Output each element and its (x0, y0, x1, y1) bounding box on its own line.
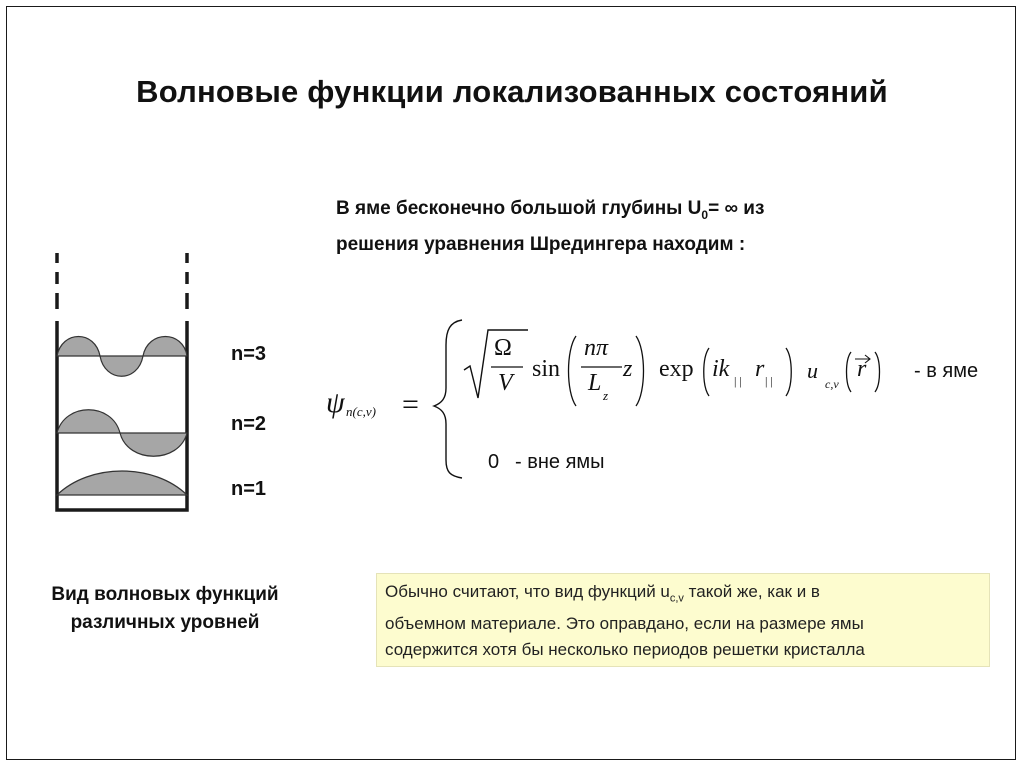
z-symbol: z (623, 356, 633, 382)
level-n2-label: n=2 (231, 413, 267, 435)
note-part2: такой же, как и в (683, 582, 820, 601)
formula-strokes (318, 300, 958, 500)
note-part1: Обычно считают, что вид функций u (385, 582, 670, 601)
note-line2: объемном материале. Это оправдано, если на размере ямы (385, 614, 864, 634)
wavefunction-formula (318, 300, 979, 500)
r-vector-symbol: r (857, 356, 867, 382)
equals-sign: = (402, 388, 419, 421)
wavefunction-n1 (57, 471, 187, 495)
level-n1-label: n=1 (231, 478, 267, 500)
intro-line1-a: В яме бесконечно большой глубины U (336, 198, 702, 219)
diagram-caption (20, 581, 310, 637)
length-subscript: z (603, 388, 609, 403)
note-subscript: c,v (669, 592, 684, 605)
exp-paren-right (786, 348, 791, 396)
sin-text: sin (532, 356, 561, 382)
intro-line2: решения уравнения Шредингера находим : (336, 233, 746, 255)
u-subscript: c,v (825, 377, 839, 391)
intro-line1-sub: 0 (701, 207, 709, 222)
r-symbol: r (755, 356, 765, 382)
caption-line1: Вид волновых функций (51, 584, 279, 605)
caption-line2: различных уровней (70, 612, 260, 633)
omega-symbol: Ω (494, 335, 512, 361)
r-parallel-subscript: | | (765, 374, 773, 388)
outside-well-label: - вне ямы (515, 451, 605, 473)
slide-title: Волновые функции локализованных состояний (136, 74, 888, 109)
volume-symbol: V (498, 370, 513, 396)
psi-subscript: n(c,v) (346, 404, 376, 419)
intro-text (336, 194, 896, 260)
quantum-well-diagram (40, 245, 210, 520)
k-parallel-subscript: | | (734, 374, 742, 388)
wavefunction-n3 (57, 337, 187, 377)
level-n3-label: n=3 (231, 343, 267, 365)
note-line3: содержится хотя бы несколько периодов решетки кристалла (385, 640, 865, 660)
inside-well-label: - в яме (914, 360, 979, 382)
ik-symbol: ik (712, 356, 730, 382)
u-paren-right (875, 352, 880, 392)
u-symbol: u (807, 358, 818, 383)
u-paren-left (847, 352, 852, 392)
note-box (376, 573, 990, 667)
wavefunction-n2 (57, 410, 187, 457)
sin-paren-left (569, 336, 577, 406)
intro-line1-b: = ∞ из (708, 198, 765, 219)
exp-text: exp (659, 356, 694, 382)
psi-symbol: ψ (326, 386, 345, 419)
curly-brace (434, 320, 462, 478)
n-pi-symbol: nπ (584, 335, 609, 361)
length-symbol: L (588, 370, 602, 396)
zero-value: 0 (488, 451, 500, 473)
exp-paren-left (704, 348, 709, 396)
sin-paren-right (636, 336, 644, 406)
